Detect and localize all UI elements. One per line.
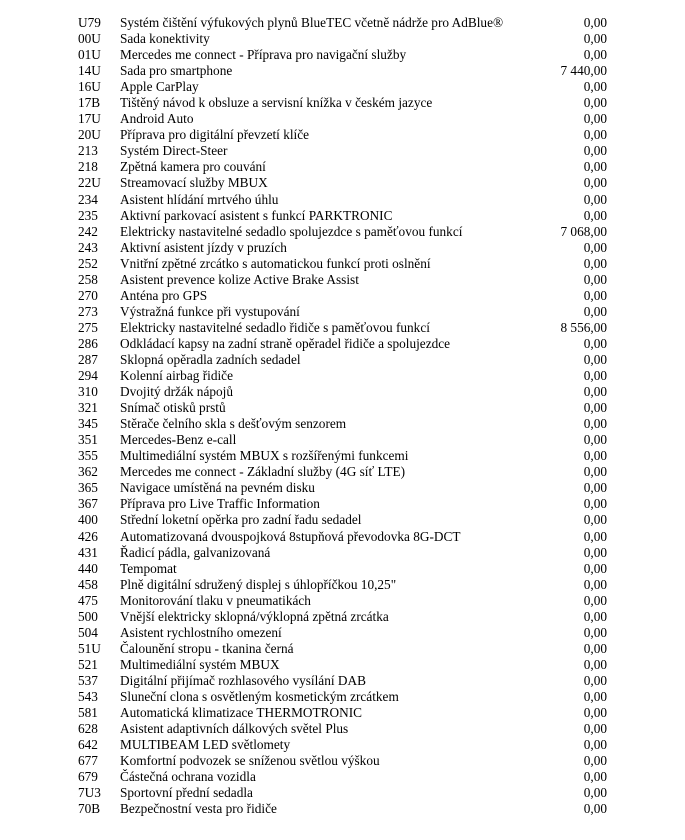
option-price: 0,00 <box>583 560 607 576</box>
equipment-row <box>0 272 685 288</box>
option-price: 0,00 <box>583 15 607 30</box>
option-price: 0,00 <box>583 688 607 704</box>
option-description: Aktivní parkovací asistent s funkcí PARKTRONIC <box>120 207 393 223</box>
equipment-row <box>0 304 685 320</box>
option-price: 0,00 <box>583 801 607 817</box>
equipment-row <box>0 127 685 143</box>
option-price: 0,00 <box>583 640 607 656</box>
equipment-row <box>0 561 685 577</box>
option-description: Apple CarPlay <box>120 79 199 95</box>
option-code: 234 <box>78 191 98 207</box>
option-price: 0,00 <box>583 464 607 480</box>
equipment-row <box>0 593 685 609</box>
option-description: Monitorování tlaku v pneumatikách <box>120 592 311 608</box>
equipment-row <box>0 545 685 561</box>
option-price: 0,00 <box>583 672 607 688</box>
option-code: 252 <box>78 255 98 271</box>
option-description: Vnější elektricky sklopná/výklopná zpětná zrcátka <box>120 608 389 624</box>
option-code: 287 <box>78 351 98 367</box>
option-description: Příprava pro Live Traffic Information <box>120 496 320 512</box>
option-price: 0,00 <box>583 496 607 512</box>
option-code: 500 <box>78 608 98 624</box>
option-code: 14U <box>78 63 101 79</box>
equipment-row <box>0 496 685 512</box>
option-description: Systém čištění výfukových plynů BlueTEC včetně nádrže pro AdBlue® <box>120 15 504 30</box>
equipment-row <box>0 609 685 625</box>
equipment-row <box>0 577 685 593</box>
option-description: Sluneční clona s osvětleným kosmetickým zrcátkem <box>120 688 399 704</box>
equipment-row <box>0 47 685 63</box>
option-code: 628 <box>78 721 98 737</box>
option-code: 642 <box>78 737 98 753</box>
option-description: Tempomat <box>120 560 177 576</box>
option-description: Dvojitý držák nápojů <box>120 384 233 400</box>
option-description: Multimediální systém MBUX <box>120 656 280 672</box>
option-description: Komfortní podvozek se sníženou světlou výškou <box>120 753 380 769</box>
option-description: Sportovní přední sedadla <box>120 785 253 801</box>
option-description: Anténa pro GPS <box>120 287 208 303</box>
option-code: 679 <box>78 769 98 785</box>
equipment-row <box>0 111 685 127</box>
option-code: 351 <box>78 432 98 448</box>
option-description: Kolenní airbag řidiče <box>120 368 233 384</box>
equipment-row <box>0 192 685 208</box>
option-price: 0,00 <box>583 159 607 175</box>
option-price: 0,00 <box>583 721 607 737</box>
option-code: 543 <box>78 688 98 704</box>
option-code: 504 <box>78 624 98 640</box>
option-code: 258 <box>78 271 98 287</box>
option-code: 70B <box>78 801 101 817</box>
option-description: MULTIBEAM LED světlomety <box>120 737 291 753</box>
equipment-row <box>0 529 685 545</box>
equipment-row <box>0 689 685 705</box>
equipment-row <box>0 625 685 641</box>
option-code: 537 <box>78 672 98 688</box>
option-description: Výstražná funkce při vystupování <box>120 303 300 319</box>
option-description: Snímač otisků prstů <box>120 400 226 416</box>
option-code: 458 <box>78 576 98 592</box>
option-price: 0,00 <box>583 47 607 63</box>
option-code: 51U <box>78 640 101 656</box>
option-description: Streamovací služby MBUX <box>120 175 268 191</box>
option-price: 0,00 <box>583 175 607 191</box>
option-price: 0,00 <box>583 448 607 464</box>
option-code: 243 <box>78 239 98 255</box>
equipment-row <box>0 352 685 368</box>
option-code: 400 <box>78 512 98 528</box>
option-code: 431 <box>78 544 98 560</box>
option-code: 22U <box>78 175 101 191</box>
equipment-row <box>0 448 685 464</box>
option-description: Android Auto <box>120 111 194 127</box>
option-price: 0,00 <box>583 432 607 448</box>
option-code: 270 <box>78 287 98 303</box>
option-price: 7 068,00 <box>560 223 607 239</box>
option-price: 8 556,00 <box>560 319 607 335</box>
option-description: Asistent hlídání mrtvého úhlu <box>120 191 279 207</box>
equipment-row <box>0 63 685 79</box>
option-description: Sada pro smartphone <box>120 63 233 79</box>
option-price: 0,00 <box>583 544 607 560</box>
option-code: 17U <box>78 111 101 127</box>
option-description: Čalounění stropu - tkanina černá <box>120 640 294 656</box>
equipment-row <box>0 288 685 304</box>
equipment-row <box>0 705 685 721</box>
option-code: 235 <box>78 207 98 223</box>
option-price: 0,00 <box>583 753 607 769</box>
option-price: 0,00 <box>583 528 607 544</box>
option-description: Elektricky nastavitelné sedadlo spolujezdce s paměťovou funkcí <box>120 223 463 239</box>
equipment-row <box>0 464 685 480</box>
option-code: 345 <box>78 416 98 432</box>
option-description: Mercedes me connect - Základní služby (4G síť LTE) <box>120 464 406 480</box>
option-description: Mercedes me connect - Příprava pro navigační služby <box>120 47 407 63</box>
option-code: 7U3 <box>78 785 101 801</box>
equipment-row <box>0 95 685 111</box>
equipment-row <box>0 368 685 384</box>
option-price: 0,00 <box>583 335 607 351</box>
equipment-row <box>0 801 685 817</box>
option-price: 0,00 <box>583 191 607 207</box>
option-code: 367 <box>78 496 98 512</box>
equipment-row <box>0 31 685 47</box>
equipment-row <box>0 224 685 240</box>
option-description: Asistent prevence kolize Active Brake Assist <box>120 271 359 287</box>
option-price: 0,00 <box>583 416 607 432</box>
option-description: Sada konektivity <box>120 31 210 47</box>
option-description: Multimediální systém MBUX s rozšířenými funkcemi <box>120 448 409 464</box>
option-price: 0,00 <box>583 95 607 111</box>
option-description: Digitální přijímač rozhlasového vysílání DAB <box>120 672 366 688</box>
option-description: Asistent rychlostního omezení <box>120 624 282 640</box>
equipment-row <box>0 79 685 95</box>
option-code: 475 <box>78 592 98 608</box>
equipment-row <box>0 480 685 496</box>
option-code: 365 <box>78 480 98 496</box>
equipment-row <box>0 15 685 31</box>
equipment-row <box>0 432 685 448</box>
option-code: 581 <box>78 705 98 721</box>
option-description: Odkládací kapsy na zadní straně opěradel řidiče a spolujezdce <box>120 335 451 351</box>
option-price: 0,00 <box>583 287 607 303</box>
option-price: 0,00 <box>583 592 607 608</box>
option-code: 677 <box>78 753 98 769</box>
option-description: Automatizovaná dvouspojková 8stupňová převodovka 8G-DCT <box>120 528 461 544</box>
equipment-row <box>0 143 685 159</box>
equipment-row <box>0 159 685 175</box>
option-price: 0,00 <box>583 400 607 416</box>
option-price: 0,00 <box>583 271 607 287</box>
option-description: Částečná ochrana vozidla <box>120 769 256 785</box>
equipment-row <box>0 721 685 737</box>
option-description: Zpětná kamera pro couvání <box>120 159 266 175</box>
option-price: 0,00 <box>583 368 607 384</box>
equipment-row <box>0 416 685 432</box>
equipment-row <box>0 673 685 689</box>
option-price: 0,00 <box>583 143 607 159</box>
option-price: 0,00 <box>583 111 607 127</box>
option-code: 242 <box>78 223 98 239</box>
option-code: 440 <box>78 560 98 576</box>
equipment-row <box>0 208 685 224</box>
option-code: 310 <box>78 384 98 400</box>
option-code: 362 <box>78 464 98 480</box>
option-price: 0,00 <box>583 384 607 400</box>
option-code: 355 <box>78 448 98 464</box>
option-price: 7 440,00 <box>560 63 607 79</box>
option-description: Automatická klimatizace THERMOTRONIC <box>120 705 362 721</box>
option-price: 0,00 <box>583 737 607 753</box>
option-price: 0,00 <box>583 239 607 255</box>
option-description: Sklopná opěradla zadních sedadel <box>120 351 301 367</box>
option-price: 0,00 <box>583 608 607 624</box>
option-code: 16U <box>78 79 101 95</box>
equipment-row <box>0 769 685 785</box>
option-price: 0,00 <box>583 303 607 319</box>
option-price: 0,00 <box>583 255 607 271</box>
option-code: 273 <box>78 303 98 319</box>
option-price: 0,00 <box>583 480 607 496</box>
equipment-row <box>0 641 685 657</box>
option-price: 0,00 <box>583 624 607 640</box>
option-price: 0,00 <box>583 705 607 721</box>
equipment-row <box>0 657 685 673</box>
equipment-row <box>0 256 685 272</box>
option-description: Navigace umístěná na pevném disku <box>120 480 315 496</box>
option-description: Příprava pro digitální převzetí klíče <box>120 127 310 143</box>
option-code: 213 <box>78 143 98 159</box>
option-price: 0,00 <box>583 351 607 367</box>
option-price: 0,00 <box>583 656 607 672</box>
equipment-row <box>0 384 685 400</box>
equipment-row <box>0 785 685 801</box>
equipment-row <box>0 512 685 528</box>
option-price: 0,00 <box>583 769 607 785</box>
option-description: Elektricky nastavitelné sedadlo řidiče s paměťovou funkcí <box>120 319 430 335</box>
option-code: U79 <box>78 15 101 30</box>
option-description: Plně digitální sdružený displej s úhlopříčkou 10,25" <box>120 576 397 592</box>
option-code: 218 <box>78 159 98 175</box>
equipment-row <box>0 737 685 753</box>
option-description: Řadicí pádla, galvanizovaná <box>120 544 271 560</box>
equipment-row <box>0 240 685 256</box>
option-code: 321 <box>78 400 98 416</box>
option-price: 0,00 <box>583 785 607 801</box>
option-code: 20U <box>78 127 101 143</box>
option-description: Aktivní asistent jízdy v pruzích <box>120 239 287 255</box>
equipment-row <box>0 175 685 191</box>
option-description: Systém Direct-Steer <box>120 143 228 159</box>
option-code: 01U <box>78 47 101 63</box>
option-description: Mercedes-Benz e-call <box>120 432 237 448</box>
option-description: Střední loketní opěrka pro zadní řadu sedadel <box>120 512 362 528</box>
option-code: 275 <box>78 319 98 335</box>
option-code: 286 <box>78 335 98 351</box>
equipment-row <box>0 320 685 336</box>
option-code: 17B <box>78 95 101 111</box>
option-description: Stěrače čelního skla s dešťovým senzorem <box>120 416 347 432</box>
option-price: 0,00 <box>583 79 607 95</box>
option-price: 0,00 <box>583 576 607 592</box>
option-code: 426 <box>78 528 98 544</box>
option-code: 521 <box>78 656 98 672</box>
option-description: Vnitřní zpětné zrcátko s automatickou funkcí proti oslnění <box>120 255 431 271</box>
option-price: 0,00 <box>583 207 607 223</box>
equipment-row <box>0 753 685 769</box>
option-code: 00U <box>78 31 101 47</box>
option-description: Asistent adaptivních dálkových světel Plus <box>120 721 349 737</box>
option-code: 294 <box>78 368 98 384</box>
option-price: 0,00 <box>583 31 607 47</box>
equipment-row <box>0 400 685 416</box>
option-description: Tištěný návod k obsluze a servisní knížka v českém jazyce <box>120 95 433 111</box>
equipment-row <box>0 336 685 352</box>
equipment-list <box>0 15 685 817</box>
option-price: 0,00 <box>583 512 607 528</box>
option-description: Bezpečnostní vesta pro řidiče <box>120 801 277 817</box>
option-price: 0,00 <box>583 127 607 143</box>
